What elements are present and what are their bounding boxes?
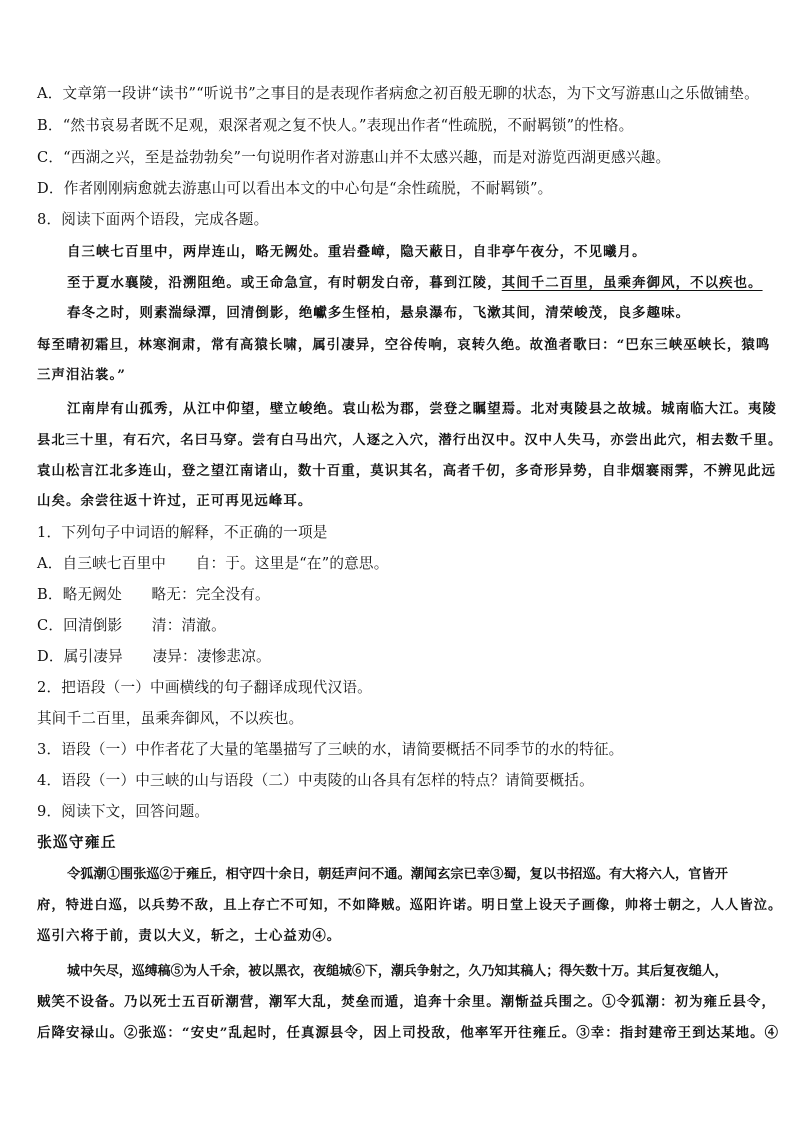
option-d: D．作者刚刚病愈就去游惠山可以看出本文的中心句是“余性疏脱，不耐羁锁”。 xyxy=(37,180,553,197)
sub-question-3: 3．语段（一）中作者花了大量的笔墨描写了三峡的水，请简要概括不同季节的水的特征。 xyxy=(37,741,624,758)
passage-title: 张巡守雍丘 xyxy=(37,834,117,851)
passage-2-line: 山矣。余尝往返十许过，正可再见远峰耳。 xyxy=(37,493,313,509)
passage-1-line: 自三峡七百里中，两岸连山，略无阙处。重岩叠嶂，隐天蔽日，自非亭午夜分，不见曦月。 xyxy=(67,244,647,260)
sub-question-1-option-c: C．回清倒影 清：清澈。 xyxy=(37,617,226,634)
passage-1-line: 三声泪沾裳。” xyxy=(37,367,127,383)
passage-3-line: 巡引六将于前，责以大义，斩之，士心益劝④。 xyxy=(37,928,342,944)
passage-4-line: 城中矢尽，巡缚稿⑤为人千余，被以黑衣，夜缒城⑥下，潮兵争射之，久乃知其稿人；得矢数十万。其后复夜缒人， xyxy=(67,964,728,979)
passage-2-line: 江南岸有山孤秀，从江中仰望，壁立峻绝。袁山松为郡，尝登之瞩望焉。北对夷陵县之故城。城南临大江。夷陵 xyxy=(67,401,778,417)
passage-3-line: 令狐潮①围张巡②于雍丘，相守四十余日，朝廷声问不通。潮闻玄宗已幸③蜀，复以书招巡。有大将六人，官皆开 xyxy=(67,867,728,882)
sub-question-1-option-a: A．自三峡七百里中 自：于。这里是“在”的意思。 xyxy=(37,555,389,572)
passage-4-line: 贼笑不设备。乃以死士五百斫潮营，潮军大乱，焚垒而遁，追奔十余里。潮惭益兵围之。①令狐潮：初为雍丘县令， xyxy=(37,994,777,1010)
passage-2-line: 袁山松言江北多连山，登之望江南诸山，数十百重，莫识其名，高者千仞，多奇形异势，自非烟褰雨霁，不辨见此远 xyxy=(37,463,777,479)
option-b: B．“然书哀易者既不足观，艰深者观之复不快人。”表现出作者“性疏脱，不耐羁锁”的性格。 xyxy=(37,117,634,134)
sub-question-2: 2．把语段（一）中画横线的句子翻译成现代汉语。 xyxy=(37,679,372,696)
sub-question-1-option-d: D．属引凄异 凄异：凄惨悲凉。 xyxy=(37,648,271,665)
question-9-heading: 9．阅读下文，回答问题。 xyxy=(37,803,210,820)
sub-question-1: 1．下列句子中词语的解释，不正确的一项是 xyxy=(37,524,328,541)
underlined-sentence: 其间千二百里，虽乘奔御风，不以疾也。 xyxy=(501,275,763,291)
passage-2-line: 县北三十里，有石穴，名曰马穿。尝有白马出穴，人逐之入穴，潜行出汉中。汉中人失马，亦尝出此穴，相去数千里。 xyxy=(37,433,783,448)
passage-1-line xyxy=(67,272,763,291)
passage-4-line: 后降安禄山。②张巡：“安史”乱起时，任真源县令，因上司投敌，他率军开往雍丘。③幸：指封建帝王到达某地。④ xyxy=(37,1025,780,1041)
passage-1-line: 每至晴初霜旦，林寒涧肃，常有高猿长啸，属引凄异，空谷传响，哀转久绝。故渔者歌曰：“巴东三峡巫峡长，猿鸣 xyxy=(37,337,771,353)
sub-question-1-option-b: B．略无阙处 略无：完全没有。 xyxy=(37,586,270,603)
sub-question-2-sentence: 其间千二百里，虽乘奔御风，不以疾也。 xyxy=(37,710,304,727)
option-a: A．文章第一段讲“读书”“听说书”之事目的是表现作者病愈之初百般无聊的状态，为下文写游惠山之乐做铺垫。 xyxy=(37,85,759,102)
passage-1-line: 春冬之时，则素湍绿潭，回清倒影，绝巘多生怪柏，悬泉瀑布，飞漱其间，清荣峻茂，良多趣味。 xyxy=(67,305,691,321)
question-8-heading: 8．阅读下面两个语段，完成各题。 xyxy=(37,211,269,228)
sub-question-4: 4．语段（一）中三峡的山与语段（二）中夷陵的山各具有怎样的特点？请简要概括。 xyxy=(37,772,594,789)
option-c: C．“西湖之兴，至是益勃勃矣”一句说明作者对游惠山并不太感兴趣，而是对游览西湖更感兴趣。 xyxy=(37,149,671,166)
passage-text: 至于夏水襄陵，沿溯阻绝。或王命急宣，有时朝发白帝，暮到江陵， xyxy=(67,275,502,291)
passage-3-line: 府，特进白巡，以兵势不敌，且上存亡不可知，不如降贼。巡阳许诺。明日堂上设天子画像，帅将士朝之，人人皆泣。 xyxy=(37,898,783,913)
